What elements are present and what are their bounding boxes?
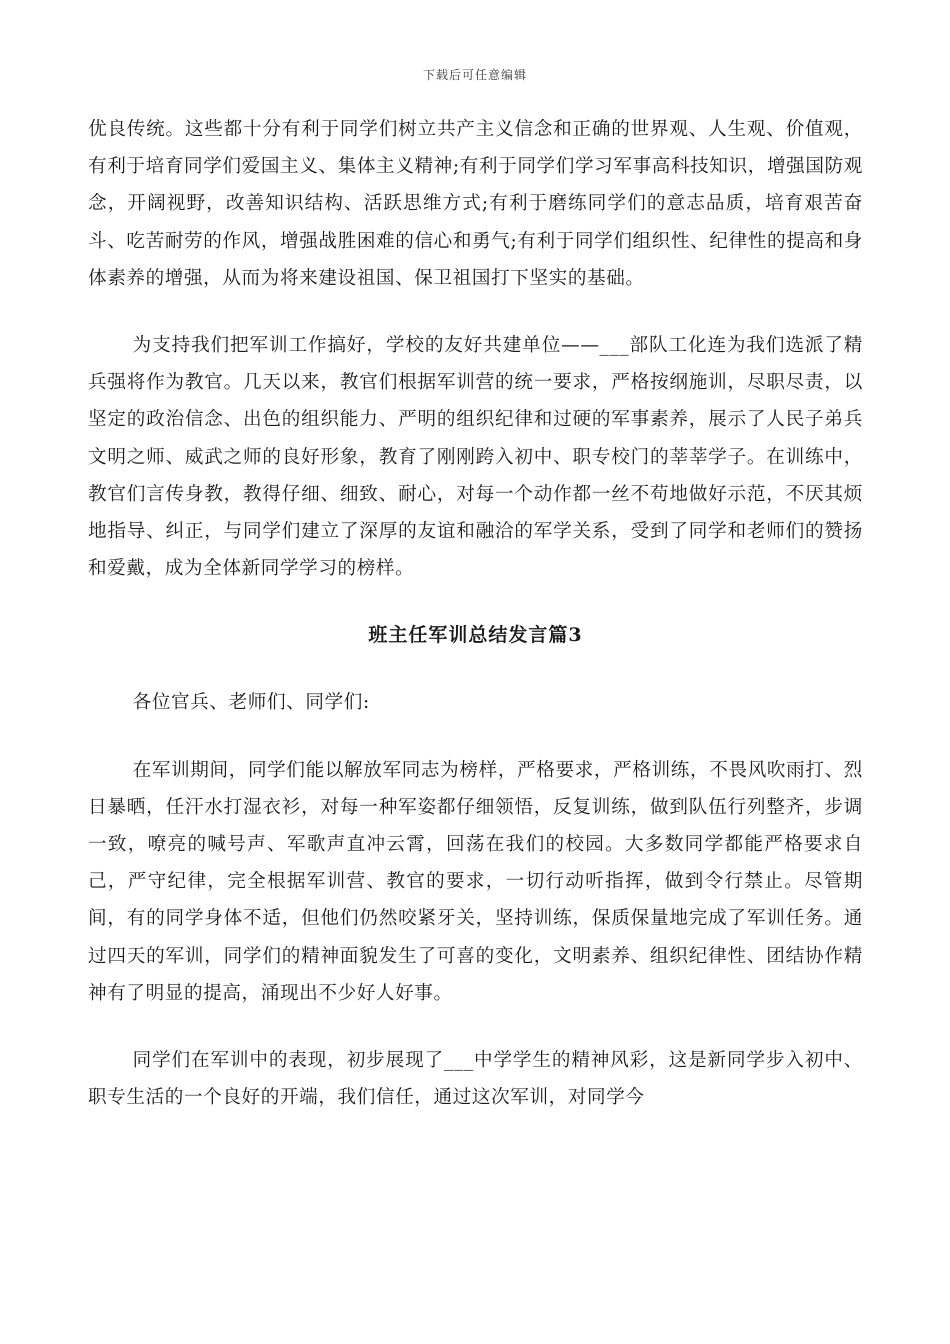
header-note: 下载后可任意编辑 bbox=[422, 68, 527, 82]
paragraph-continuation: 优良传统。这些都十分有利于同学们树立共产主义信念和正确的世界观、人生观、价值观，有利于培育同学们爱国主义、集体主义精神;有利于同学们学习军事高科技知识，增强国防观念，开阔视野，改善知识结构、活跃思维方式;有利于磨练同学们的意志品质，培育艰苦奋斗、吃苦耐劳的作风，增强战胜困难的信心和勇气;有利于同学们组织性、纪律性的提高和身体素养的增强，从而为将来建设祖国、保卫祖国打下坚实的基础。 bbox=[88, 119, 863, 289]
document-body bbox=[88, 111, 863, 1116]
paragraph-performance: 同学们在军训中的表现，初步展现了___中学学生的精神风彩，这是新同学步入初中、职专生活的一个良好的开端，我们信任，通过这次军训，对同学今 bbox=[88, 1050, 863, 1109]
section-title: 班主任军训总结发言篇3 bbox=[368, 624, 583, 647]
salutation: 各位官兵、老师们、同学们: bbox=[132, 692, 370, 714]
paragraph-training: 在军训期间，同学们能以解放军同志为榜样，严格要求，严格训练，不畏风吹雨打、烈日暴晒，任汗水打湿衣衫，对每一种军姿都仔细领悟，反复训练，做到队伍行列整齐，步调一致，嘹亮的喊号声、军歌声直冲云霄，回荡在我们的校园。大多数同学都能严格要求自己，严守纪律，完全根据军训营、教官的要求，一切行动听指挥，做到令行禁止。尽管期间，有的同学身体不适，但他们仍然咬紧牙关，坚持训练，保质保量地完成了军训任务。通过四天的军训，同学们的精神面貌发生了可喜的变化，文明素养、组织纪律性、团结协作精神有了明显的提高，涌现出不少好人好事。 bbox=[88, 759, 863, 1004]
paragraph-instructors: 为支持我们把军训工作搞好，学校的友好共建单位——___部队工化连为我们选派了精兵强将作为教官。几天以来，教官们根据军训营的统一要求，严格按纲施训，尽职尽责，以坚定的政治信念、出色的组织能力、严明的组织纪律和过硬的军事素养，展示了人民子弟兵文明之师、威武之师的良好形象，教育了刚刚跨入初中、职专校门的莘莘学子。在训练中，教官们言传身教，教得仔细、细致、耐心，对每一个动作都一丝不苟地做好示范，不厌其烦地指导、纠正，与同学们建立了深厚的友谊和融洽的军学关系，受到了同学和老师们的赞扬和爱戴，成为全体新同学学习的榜样。 bbox=[88, 335, 863, 580]
